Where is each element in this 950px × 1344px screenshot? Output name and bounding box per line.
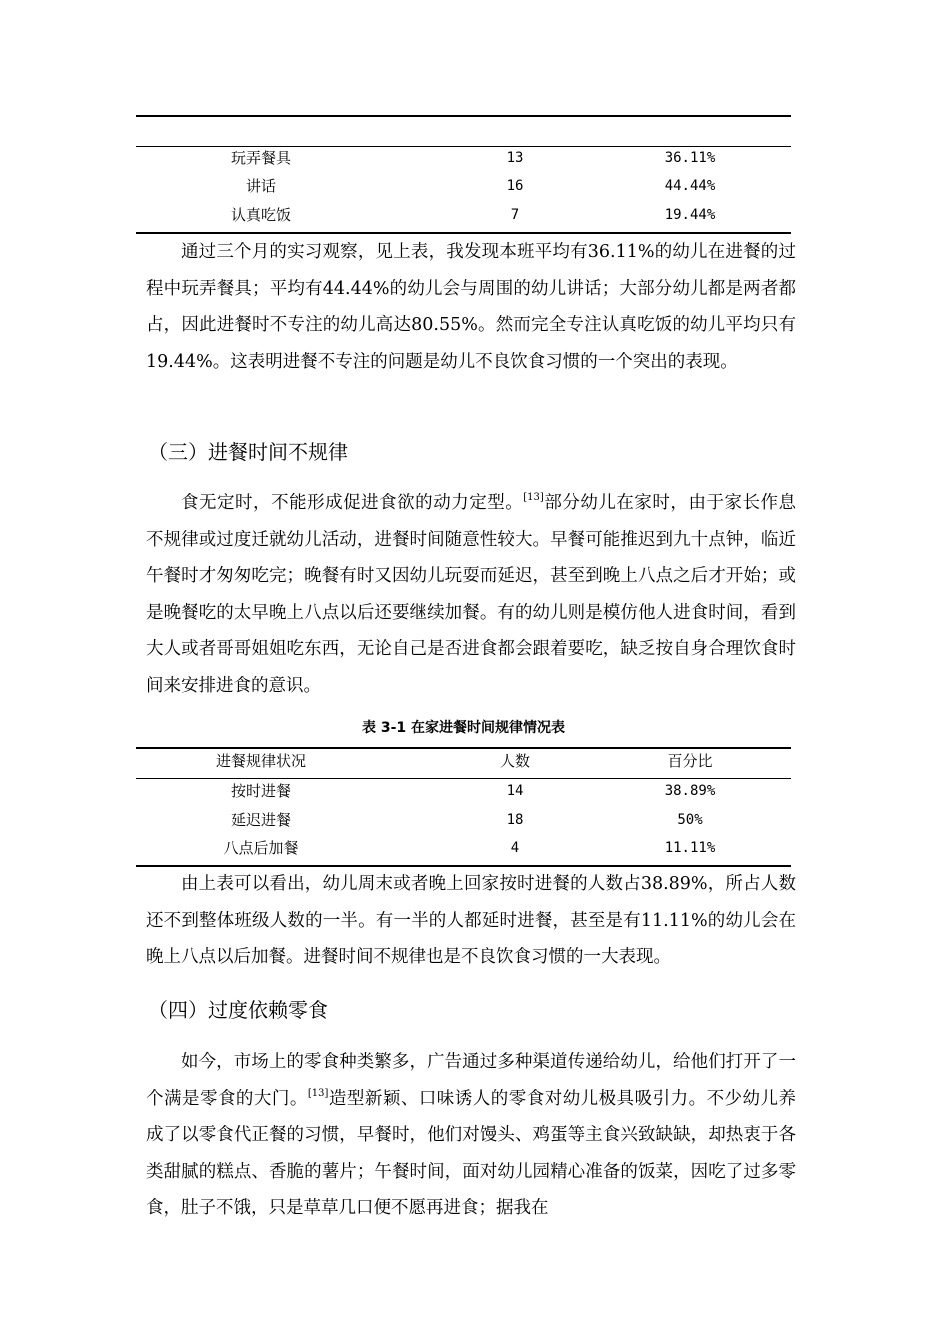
table-cell-count: 18 — [506, 812, 524, 828]
body-paragraph — [146, 485, 796, 704]
body-paragraph — [146, 1044, 796, 1227]
table-cell-label: 按时进餐 — [230, 782, 291, 800]
section-heading: （四）过度依赖零食 — [148, 998, 328, 1022]
table-top-border — [136, 115, 791, 117]
table-cell-label: 玩弄餐具 — [230, 149, 291, 167]
citation-ref: [13] — [307, 1087, 329, 1099]
table-caption: 表 3-1 在家进餐时间规律情况表 — [361, 720, 566, 736]
table-header-cell: 进餐规律状况 — [215, 752, 306, 770]
body-paragraph: 由上表可以看出，幼儿周末或者晚上回家按时进餐的人数占38.89%，所占人数还不到整体班级人数的一半。有一半的人都延时进餐，甚至是有11.11%的幼儿会在晚上八点以后加餐。进餐时间不规律也是不良饮食习惯的一大表现。 — [146, 874, 796, 967]
table-cell-label: 延迟进餐 — [230, 811, 291, 829]
table-cell-percent: 19.44% — [664, 207, 716, 223]
table-cell-percent: 36.11% — [664, 150, 716, 166]
table-cell-count: 4 — [510, 840, 520, 856]
table-cell-label: 讲话 — [245, 177, 276, 195]
table-cell-count: 13 — [506, 150, 524, 166]
body-paragraph: 通过三个月的实习观察，见上表，我发现本班平均有36.11%的幼儿在进餐的过程中玩弄餐具；平均有44.44%的幼儿会与周围的幼儿讲话；大部分幼儿都是两者都占，因此进餐时不专注的幼儿高达80.55%。然而完全专注认真吃饭的幼儿平均只有19.44%。这表明进餐不专注的问题是幼儿不良饮食习惯的一个突出的表现。 — [146, 242, 796, 372]
citation-ref: [13] — [523, 492, 544, 503]
table-cell-count: 7 — [510, 207, 520, 223]
table-top-border — [136, 747, 791, 749]
paragraph-text: 造型新颖、口味诱人的零食对幼儿极具吸引力。不少幼儿养成了以零食代正餐的习惯，早餐时，他们对馒头、鸡蛋等主食兴致缺缺，却热衷于各类甜腻的糕点、香脆的薯片；午餐时间，面对幼儿园精心准备的饭菜，因吃了过多零食，肚子不饿，只是草草几口便不愿再进食；据我在 — [146, 1088, 797, 1218]
table-cell-percent: 38.89% — [664, 783, 716, 799]
table-cell-percent: 50% — [677, 812, 703, 828]
paragraph-text: 如今，市场上的零食种类繁多，广告通过多种渠道传递给幼儿，给他们打开了一个满是零食的大门。 — [146, 1052, 796, 1109]
section-heading: （三）进餐时间不规律 — [148, 440, 348, 464]
table-cell-label: 八点后加餐 — [223, 839, 299, 857]
table-cell-count: 14 — [506, 783, 524, 799]
table-cell-percent: 11.11% — [664, 840, 716, 856]
table-header-cell: 人数 — [499, 752, 530, 770]
table-cell-percent: 44.44% — [664, 178, 716, 194]
table-cell-label: 认真吃饭 — [230, 206, 291, 224]
table-header-rule — [136, 778, 791, 779]
table-cell-count: 16 — [506, 178, 524, 194]
paragraph-text: 部分幼儿在家时，由于家长作息不规律或过度迁就幼儿活动，进餐时间随意性较大。早餐可能推迟到九十点钟，临近午餐时才匆匆吃完；晚餐有时又因幼儿玩耍而延迟，甚至到晚上八点之后才开始；或是晚餐吃的太早晚上八点以后还要继续加餐。有的幼儿则是模仿他人进食时间，看到大人或者哥哥姐姐吃东西，无论自己是否进食都会跟着要吃，缺乏按自身合理饮食时间来安排进食的意识。 — [146, 493, 797, 696]
paragraph-text: 食无定时，不能形成促进食欲的动力定型。 — [181, 493, 524, 513]
table-header-cell: 百分比 — [667, 752, 713, 770]
table-header-rule — [136, 146, 791, 147]
